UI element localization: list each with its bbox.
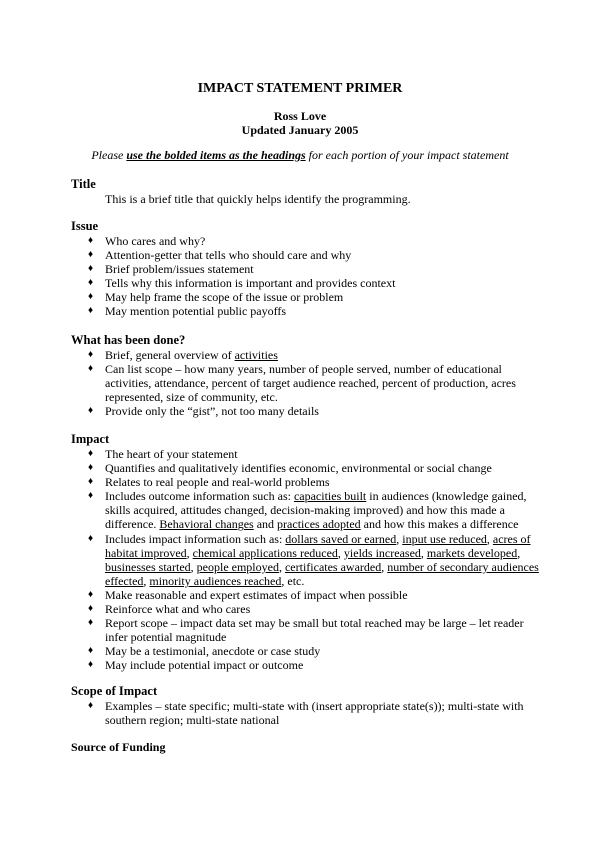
author-block xyxy=(0,109,600,137)
list-item: ♦ Includes impact information such as: dollars saved or earned, input use reduced, acres of habitat improved, chemical applications reduced, yields increased, markets developed, businesses started, people employed, certificates awarded, number of secondary audiences effected, minority audiences reached, etc. xyxy=(88,531,539,588)
section-heading-title: Title xyxy=(71,177,96,191)
diamond-bullet-icon: ♦ xyxy=(88,405,94,417)
list-item: ♦ Attention-getter that tells who should care and why xyxy=(88,248,352,263)
diamond-bullet-icon: ♦ xyxy=(88,277,94,289)
issue-list xyxy=(71,234,541,319)
diamond-bullet-icon: ♦ xyxy=(88,291,94,303)
list-item: ♦ The heart of your statement xyxy=(88,447,238,461)
section-funding xyxy=(71,740,541,755)
diamond-bullet-icon: ♦ xyxy=(88,603,94,615)
document-title: IMPACT STATEMENT PRIMER xyxy=(197,81,403,96)
diamond-bullet-icon: ♦ xyxy=(88,532,94,544)
diamond-bullet-icon: ♦ xyxy=(88,249,94,261)
author-name: Ross Love xyxy=(273,109,327,123)
diamond-bullet-icon: ♦ xyxy=(88,305,94,317)
scope-list xyxy=(71,699,541,727)
intro-pre: Please xyxy=(91,148,127,162)
list-item: ♦ Includes outcome information such as: capacities built in audiences (knowledge gained, skills acquired, attitudes changed, decision-making improved) and how this made a difference. Behavioral changes and practices adopted and how this makes a difference xyxy=(88,489,527,532)
list-item: ♦ Provide only the “gist”, not too many details xyxy=(88,404,319,419)
section-heading-scope: Scope of Impact xyxy=(71,684,158,698)
list-item: ♦ Examples – state specific; multi-state with (insert appropriate state(s)); multi-state with southern region; multi-state national xyxy=(88,699,524,728)
intro-instruction xyxy=(0,148,600,163)
list-item: ♦ Make reasonable and expert estimates of impact when possible xyxy=(88,587,408,602)
diamond-bullet-icon: ♦ xyxy=(88,263,94,275)
list-item: ♦ Quantifies and qualitatively identifies economic, environmental or social change xyxy=(88,461,492,476)
list-item: ♦ May be a testimonial, anecdote or case study xyxy=(88,644,321,659)
list-item: ♦ Can list scope – how many years, number of people served, number of educational activities, attendance, percent of target audience reached, percent of production, acres represented, size of community, etc. xyxy=(88,362,516,405)
list-item: ♦ May mention potential public payoffs xyxy=(88,304,287,319)
diamond-bullet-icon: ♦ xyxy=(88,659,94,671)
diamond-bullet-icon: ♦ xyxy=(88,476,94,488)
updated-date: Updated January 2005 xyxy=(241,123,359,137)
diamond-bullet-icon: ♦ xyxy=(88,700,94,711)
diamond-bullet-icon: ♦ xyxy=(88,462,94,474)
section-impact xyxy=(71,432,541,673)
list-item: ♦ Brief problem/issues statement xyxy=(88,262,254,277)
impact-list xyxy=(71,447,541,673)
list-item: ♦ May include potential impact or outcome xyxy=(88,658,304,673)
list-item: ♦ Tells why this information is important and provides context xyxy=(88,276,396,291)
list-item: ♦ May help frame the scope of the issue or problem xyxy=(88,290,344,305)
section-title xyxy=(71,177,541,206)
section-heading-impact: Impact xyxy=(71,432,110,446)
diamond-bullet-icon: ♦ xyxy=(88,490,94,502)
section-issue xyxy=(71,219,541,319)
list-item: ♦ Reinforce what and who cares xyxy=(88,602,251,617)
section-title-text: This is a brief title that quickly helps identify the programming. xyxy=(105,192,411,206)
diamond-bullet-icon: ♦ xyxy=(88,588,94,600)
list-item: ♦ Who cares and why? xyxy=(88,234,206,248)
section-scope xyxy=(71,684,541,727)
list-item: ♦ Relates to real people and real-world problems xyxy=(88,475,330,490)
intro-emphasis: use the bolded items as the headings xyxy=(126,148,306,162)
section-heading-funding: Source of Funding xyxy=(71,740,166,754)
diamond-bullet-icon: ♦ xyxy=(88,363,94,375)
intro-post: for each portion of your impact statement xyxy=(305,148,509,162)
section-heading-what-done: What has been done? xyxy=(71,333,186,347)
section-what-done xyxy=(71,333,541,418)
diamond-bullet-icon: ♦ xyxy=(88,349,94,360)
list-item: ♦ Report scope – impact data set may be small but total reached may be large – let reader infer potential magnitude xyxy=(88,616,524,645)
what-done-list xyxy=(71,348,541,418)
list-item: ♦ Brief, general overview of activities xyxy=(88,348,278,362)
diamond-bullet-icon: ♦ xyxy=(88,235,94,246)
diamond-bullet-icon: ♦ xyxy=(88,645,94,657)
diamond-bullet-icon: ♦ xyxy=(88,617,94,629)
diamond-bullet-icon: ♦ xyxy=(88,448,94,459)
section-heading-issue: Issue xyxy=(71,219,99,233)
